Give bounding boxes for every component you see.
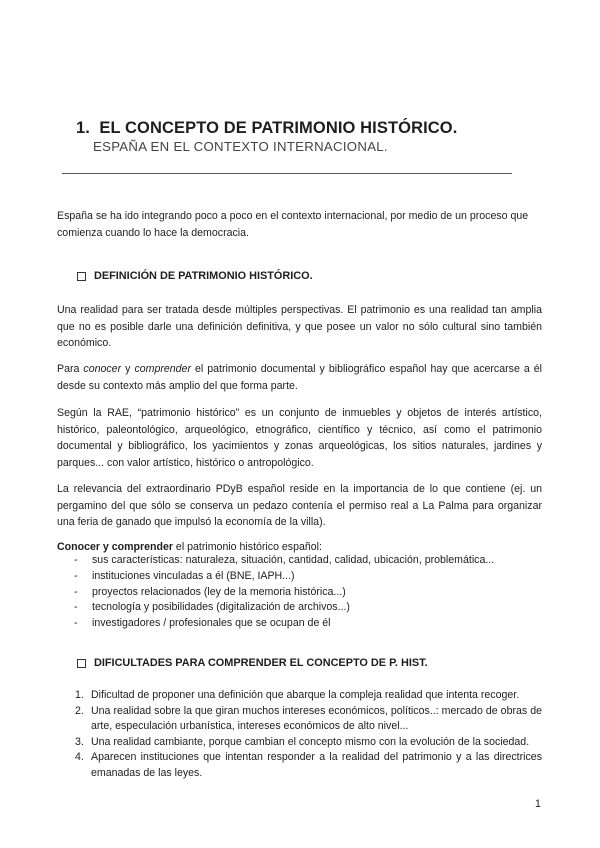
item-number: 3. (75, 735, 84, 748)
text-run: y (121, 363, 135, 375)
checkbox-icon (77, 272, 86, 281)
paragraph-rae: Según la RAE, “patrimonio histórico” es un conjunto de inmuebles y objetos de interés artístico, histórico, paleontológico, arqueológico, etnográfico, científico y técnico, así como el patrimonio documental y bibliográfico, los yacimientos y zonas arqueológicas, los sitios naturales, jardines y parques... con valor artístico, histórico o antropológico. (57, 407, 542, 469)
text-run-italic: conocer (83, 363, 122, 375)
page-subtitle: ESPAÑA EN EL CONTEXTO INTERNACIONAL. (93, 139, 388, 154)
paragraph-conocer (57, 361, 542, 394)
characteristics-list (74, 553, 534, 632)
page-number: 1 (535, 798, 541, 810)
item-number: 2. (75, 704, 84, 717)
difficulties-list (75, 688, 542, 782)
page-title (76, 119, 457, 138)
title-text: EL CONCEPTO DE PATRIMONIO HISTÓRICO. (99, 119, 458, 137)
paragraph-relevancia: La relevancia del extraordinario PDyB español reside en la importancia de lo que contiene (ej. un pergamino del que sólo se conserva un pedazo contenía el permiso real a La Palma para organizar una feria de ganado que impulsó la economía de la villa). (57, 483, 542, 528)
text-run: Para (57, 363, 84, 375)
section-heading-dificultades (77, 657, 428, 669)
list-item: - proyectos relacionados (ley de la memoria histórica...) (74, 585, 534, 601)
item-number: 4. (75, 751, 84, 764)
title-divider (62, 173, 512, 174)
item-text: Aparecen instituciones que intentan responder a la realidad del patrimonio y a las directrices emanadas de las leyes. (91, 751, 542, 779)
item-text: Una realidad sobre la que giran muchos intereses económicos, políticos..: mercado de obras de arte, especulación urbanística, intereses económicos de alto nivel... (91, 704, 542, 733)
list-item (75, 750, 542, 781)
text-run: el patrimonio documental y bibliográfico español hay que acercarse a él desde su contexto más amplio del que forma parte. (57, 363, 543, 392)
intro-paragraph: España se ha ido integrando poco a poco en el contexto internacional, por medio de un proceso que comienza cuando lo hace la democracia. (57, 210, 529, 239)
section-heading-definicion (77, 270, 313, 282)
list-item: - tecnología y posibilidades (digitalización de archivos...) (74, 600, 534, 616)
list-item: - investigadores / profesionales que se ocupan de él (74, 616, 534, 632)
list-item (75, 688, 542, 704)
item-text: Dificultad de proponer una definición que abarque la compleja realidad que intenta recoger. (91, 689, 520, 701)
text-run-bold: Conocer y comprender (57, 541, 173, 553)
list-item: - sus características: naturaleza, situación, cantidad, calidad, ubicación, problemática... (74, 553, 534, 569)
text-run: el patrimonio histórico español: (172, 541, 322, 553)
item-number: 1. (75, 689, 84, 701)
title-number: 1. (76, 119, 90, 137)
list-item (75, 704, 542, 735)
paragraph-realidad: Una realidad para ser tratada desde múltiples perspectivas. El patrimonio es una realidad tan amplia que no es posible darle una definición definitiva, y que posee un valor no sólo cultural sino también económico. (57, 304, 542, 349)
item-text: Una realidad cambiante, porque cambian el concepto mismo con la evolución de la sociedad. (91, 735, 530, 748)
section-heading-text: DEFINICIÓN DE PATRIMONIO HISTÓRICO. (94, 270, 313, 282)
list-item (75, 735, 542, 751)
list-item: - instituciones vinculadas a él (BNE, IAPH...) (74, 569, 534, 585)
section-heading-text: DIFICULTADES PARA COMPRENDER EL CONCEPTO DE P. HIST. (94, 657, 428, 669)
text-run-italic: comprender (134, 363, 191, 375)
checkbox-icon (77, 659, 86, 668)
